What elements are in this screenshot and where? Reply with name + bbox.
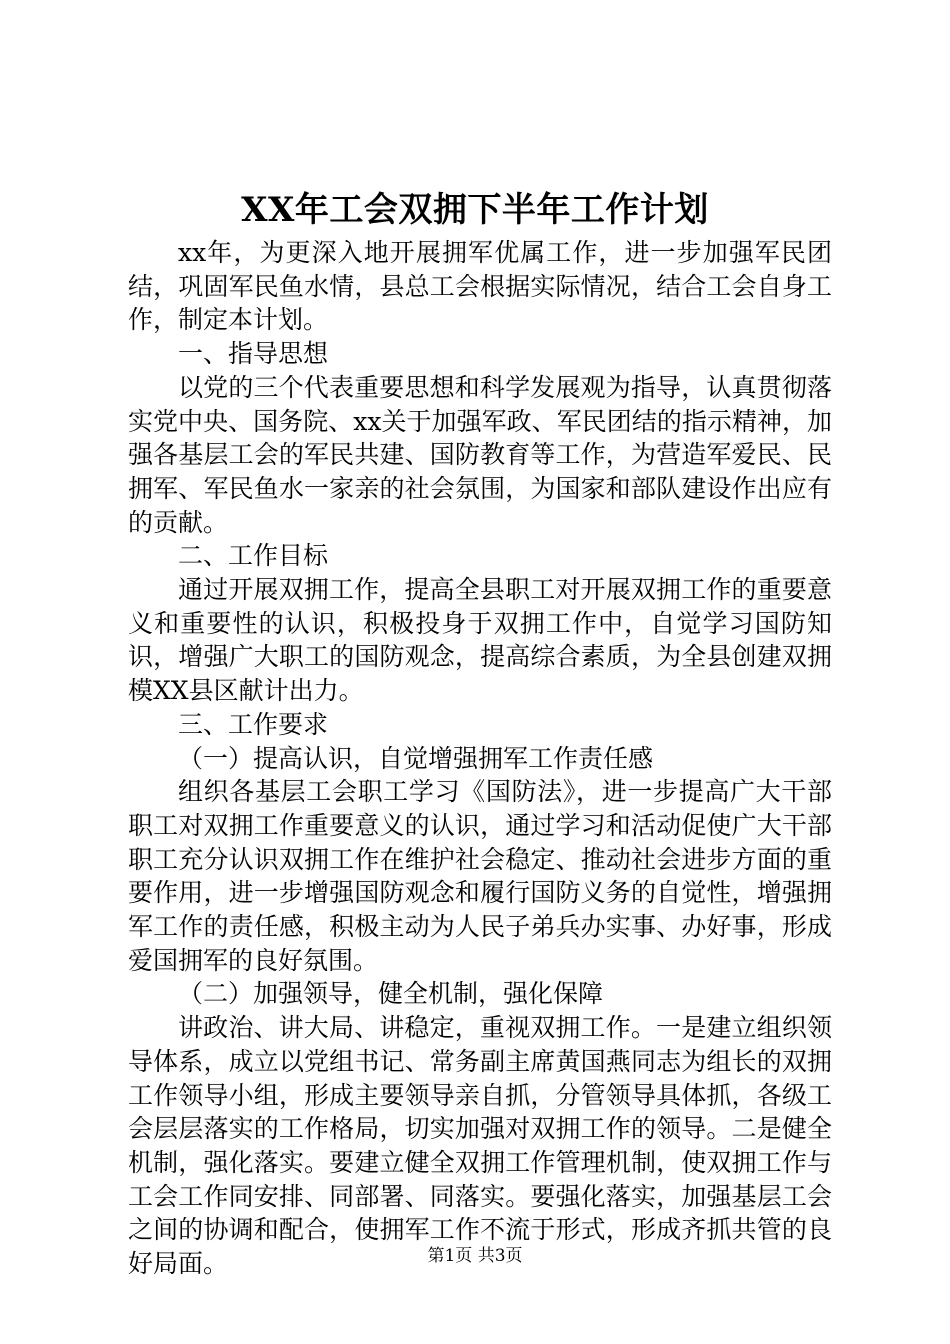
document-body — [128, 236, 832, 1281]
paragraph-intro: xx年，为更深入地开展拥军优属工作，进一步加强军民团结，巩固军民鱼水情，县总工会根据实际情况，结合工会自身工作，制定本计划。 — [128, 238, 832, 335]
heading-guiding-thought: 一、指导思想 — [178, 339, 329, 369]
heading-work-goal: 二、工作目标 — [178, 541, 329, 571]
document-title: XX年工会双拥下半年工作计划 — [241, 190, 709, 230]
subheading-raise-awareness: （一）提高认识，自觉增强拥军工作责任感 — [178, 743, 654, 773]
heading-work-requirements: 三、工作要求 — [178, 709, 329, 739]
subheading-strengthen-leadership: （二）加强领导，健全机制，强化保障 — [178, 979, 604, 1009]
paragraph-strengthen-leadership: 讲政治、讲大局、讲稳定，重视双拥工作。一是建立组织领导体系，成立以党组书记、常务副主席黄国燕同志为组长的双拥工作领导小组，形成主要领导亲自抓，分管领导具体抓，各级工会层层落实的工作格局，切实加强对双拥工作的领导。二是健全机制，强化落实。要建立健全双拥工作管理机制，使双拥工作与工会工作同安排、同部署、同落实。要强化落实，加强基层工会之间的协调和配合，使拥军工作不流于形式，形成齐抓共管的良好局面。 — [128, 1013, 832, 1279]
page-footer: 第1页 共3页 — [427, 1246, 523, 1266]
paragraph-guiding-thought: 以党的三个代表重要思想和科学发展观为指导，认真贯彻落实党中央、国务院、xx关于加强军政、军民团结的指示精神，加强各基层工会的军民共建、国防教育等工作，为营造军爱民、民拥军、军民鱼水一家亲的社会氛围，为国家和部队建设作出应有的贡献。 — [128, 372, 832, 537]
paragraph-work-goal: 通过开展双拥工作，提高全县职工对开展双拥工作的重要意义和重要性的认识，积极投身于双拥工作中，自觉学习国防知识，增强广大职工的国防观念，提高综合素质，为全县创建双拥模XX县区献计出力。 — [128, 575, 832, 706]
paragraph-raise-awareness: 组织各基层工会职工学习《国防法》，进一步提高广大干部职工对双拥工作重要意义的认识，通过学习和活动促使广大干部职工充分认识双拥工作在维护社会稳定、推动社会进步方面的重要作用，进一步增强国防观念和履行国防义务的自觉性，增强拥军工作的责任感，积极主动为人民子弟兵办实事、办好事，形成爱国拥军的良好氛围。 — [128, 777, 832, 975]
